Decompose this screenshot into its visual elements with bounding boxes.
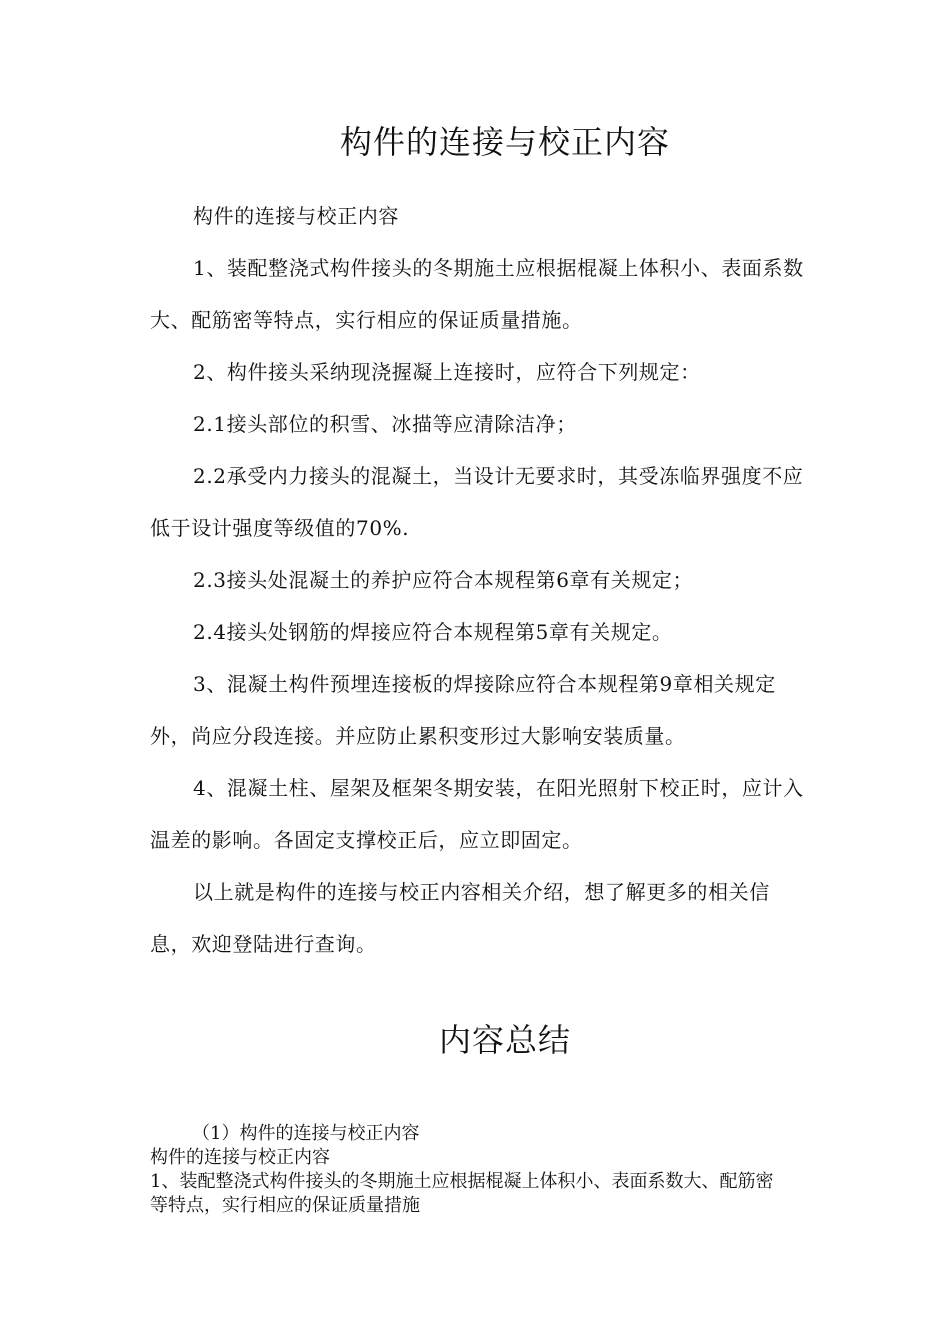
summary-line-2: 构件的连接与校正内容 [150,1147,330,1168]
summary-body [150,1122,790,1218]
paragraph-4: 4、混凝土柱、屋架及框架冬期安装，在阳光照射下校正时，应计入温差的影响。各固定支撑校正后，应立即固定。 [150,776,804,852]
paragraph-2: 2、构件接头采纳现浇握凝上连接时，应符合下列规定： [193,360,701,384]
paragraph-closing: 以上就是构件的连接与校正内容相关介绍，想了解更多的相关信息，欢迎登陆进行查询。 [150,880,770,956]
summary-line-3: 1、装配整浇式构件接头的冬期施土应根据棍凝上体积小、表面系数大、配筋密等特点，实行相应的保证质量措施 [150,1171,774,1216]
paragraph-2-2: 2.2承受内力接头的混凝土，当设计无要求时，其受冻临界强度不应低于设计强度等级值的70%. [150,464,804,540]
document-body [150,190,805,970]
paragraph-2-3: 2.3接头处混凝土的养护应符合本规程第6章有关规定； [193,568,694,592]
paragraph-intro: 构件的连接与校正内容 [193,204,399,228]
paragraph-2-1: 2.1接头部位的积雪、冰描等应清除洁净； [193,412,577,436]
summary-line-1: （1）构件的连接与校正内容 [192,1123,420,1144]
paragraph-1: 1、装配整浇式构件接头的冬期施土应根据棍凝上体积小、表面系数大、配筋密等特点，实行相应的保证质量措施。 [150,256,804,332]
summary-title: 内容总结 [438,1021,571,1059]
paragraph-2-4: 2.4接头处钢筋的焊接应符合本规程第5章有关规定。 [193,620,673,644]
paragraph-3: 3、混凝土构件预埋连接板的焊接除应符合本规程第9章相关规定外，尚应分段连接。并应防止累积变形过大影响安装质量。 [150,672,776,748]
document-title: 构件的连接与校正内容 [339,123,670,161]
